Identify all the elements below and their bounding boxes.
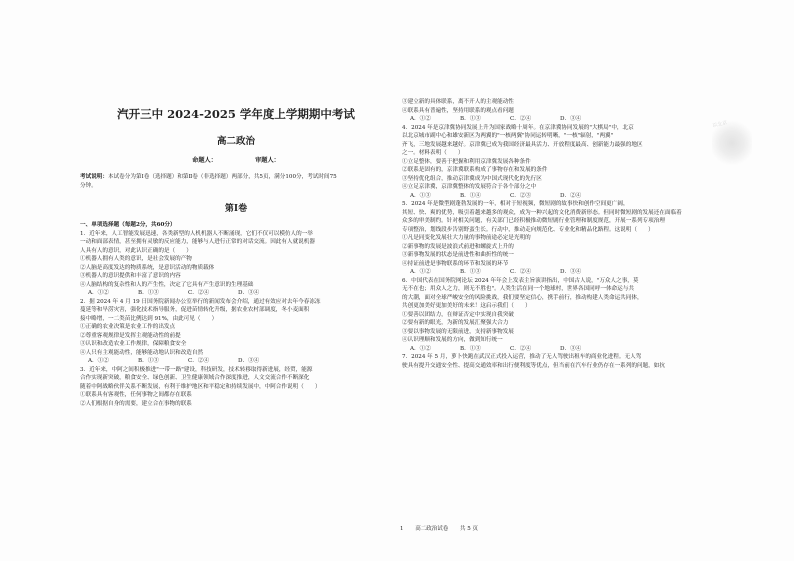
question-5 <box>402 200 727 277</box>
section-title: 第Ⅰ卷 <box>224 204 248 214</box>
q3-statement-1: ①联系具有客观性，任何事物之间都存在联系 <box>80 392 192 398</box>
q5-option-d: D．③④ <box>560 269 582 275</box>
exam-note-line1: 本试卷分为第Ⅰ卷（选择题）和第Ⅱ卷（非选择题）两部分，共5页，满分100分，考试时间75 <box>107 174 337 180</box>
q6-stem-2: 无不在也；用众人之力，则无不胜也"。人类生活在同一个地球村，世界各国同呼一体命运与共 <box>402 286 634 292</box>
question-4 <box>402 124 727 201</box>
q2-statement-4: ④人只有主观能动性，能够能动地认识和改造自然 <box>80 349 204 356</box>
question-7 <box>402 353 727 370</box>
creator-label: 命题人： <box>192 157 217 164</box>
q2-options <box>80 357 392 366</box>
section-heading: 一、单项选择题（每题2分，共60分） <box>80 222 176 228</box>
q6-stem-1: 6．中国代表在国务院网论坛 2024 年年会上发表主旨演讲指出，中国古人说，"万众人之事，莫 <box>402 277 639 284</box>
q3-stem-1: 3．近年来，中阿之间积极推进"一带一路"建设，科技研发，技术转移取得新进展，经贸，能源 <box>80 366 313 373</box>
exam-note-label: 考试说明： <box>80 174 108 180</box>
q6-option-a: A．①② <box>410 345 431 352</box>
q2-stem-2: 蔓延等和旱涝灾害，强化技术指导服务，促进苗情转化升级，据农业农村部调度，冬小麦面积 <box>80 307 310 313</box>
question-6 <box>402 277 727 354</box>
q6-options <box>402 345 727 354</box>
q2-stem-3: 接中略增，一二类苗比例达到 91%，由此可见（ ） <box>80 315 218 322</box>
author-line <box>80 156 392 165</box>
q7-stem-2: 驶具有提升交通安全性、提高交通效率和出行便利度等优点，但当前在汽车行业仍存在一系列的问题，如抗 <box>402 362 665 369</box>
q6-statement-1: ①要善以团结力，在辩证否定中实现自我突破 <box>402 311 514 318</box>
question-2 <box>80 298 392 366</box>
q2-option-d: D．③④ <box>238 358 260 364</box>
q1-options <box>80 289 392 298</box>
q1-statement-2: ②人脑是高度发达的物质系统，是意识活动的物质载体 <box>80 264 215 271</box>
q4-stem-2: 以北京城市副中心和雄安新区为两翼的"一核两翼"协同运转明晰，"一核"辐射，"两翼" <box>402 133 614 139</box>
stamp-mark <box>712 118 752 168</box>
reviewer-label: 审题人： <box>255 157 280 164</box>
q2-statement-2: ②尊重客观规律是发挥主观能动性的前提 <box>80 332 181 339</box>
q4-option-c: C．②③ <box>510 192 532 199</box>
q4-option-b: B．①④ <box>460 192 481 199</box>
q3-option-d: D．③④ <box>560 116 582 122</box>
q6-stem-4: 共创更加美好更加美好的未来！这启示我们（ ） <box>402 303 531 309</box>
q5-stem-1: 5．2024 年是微型剧蓬勃发展的一年，相对于短视频，微短剧的故事快和创作空间更广阔， <box>402 201 629 207</box>
q4-stem-3: 齐飞，三地发展越来越好。京津冀已成为我国经济最具活力、开放程度最高、创新能力最强的地区 <box>402 141 643 148</box>
questions-right <box>402 98 727 370</box>
q1-stem-3: 人具有人的意识，对此认识正确的是（ ） <box>80 247 192 254</box>
q6-statement-4: ④认识理顺和发展的方向，做到知行统一 <box>402 337 503 343</box>
q5-option-b: B．①③ <box>460 269 481 275</box>
page-footer <box>400 524 488 532</box>
stamp-text: 以北京 <box>711 120 728 130</box>
q2-option-c: C．②④ <box>188 358 210 364</box>
q5-stem-4: 专项整治，划线段步告别野蛮生长。行动中，推动走向规范化、专业化和精品化路程。这说明（ ） <box>402 226 654 233</box>
q1-stem-2: 一动和面部表情，甚至拥有灵敏的反应能力，能够与人进行正常的对话交流。因此有人就说机器 <box>80 239 315 245</box>
q4-stem-1: 4．2024 年是京津冀协同发展上升为国家战略十周年。在京津冀协同发展的"大棋局"中，北京 <box>402 124 634 131</box>
exam-subject: 高二政治 <box>216 136 255 147</box>
q5-statement-4: ④持证前进是事物联系的环节和发展的环节 <box>402 260 509 267</box>
q5-options <box>402 268 727 277</box>
q2-statement-1: ①正确的农业决策是农业工作的出发点 <box>80 324 176 330</box>
q3-option-a: A．①② <box>410 116 431 122</box>
q4-statement-4: ④立足京津冀，京津冀整体的发展符合于各个部分之中 <box>402 184 537 190</box>
exam-note <box>80 173 392 190</box>
q1-option-d: D．③④ <box>238 290 260 296</box>
q4-statement-1: ①立足整体，要善于把握和利用京津冀发展各种条件 <box>402 158 531 165</box>
q3-stem-3: 随着中阿战略伙伴关系不断发展，有利于维护地区和平稳定和持续发展中，中阿合作说明（ ） <box>80 383 321 390</box>
q1-stem-1: 1．近年来，人工智能发展迅速，各类新型的人机机器人不断涌现，它们不仅可以模仿人的一举 <box>80 230 313 237</box>
q5-statement-3: ③新事物发展的状态是前进性和曲折性的统一 <box>402 252 514 258</box>
q2-option-b: B．①③ <box>138 358 159 364</box>
exam-note-line2: 分钟。 <box>80 182 97 189</box>
q5-option-c: C．②④ <box>510 269 532 275</box>
q5-stem-2: 其短、快、爽的优势，吸引着越来越多的观众，成为一种兴起的文化消费新形态。但同时微短剧的发展还在面临着 <box>402 209 682 216</box>
footer-doc-name: 高二政治试卷 <box>415 526 449 532</box>
q1-option-c: C．②④ <box>188 290 210 296</box>
q7-stem-1: 7．2024 年 5 月，萝卜快跑在武汉正式投入运营，推动了无人驾驶出租车的商业化进程。无人驾 <box>402 354 642 360</box>
q6-option-b: B．①③ <box>460 345 481 352</box>
question-1 <box>80 230 392 298</box>
q4-statement-3: ③坚持优化组合，推动京津冀成为中国式现代化的先行区 <box>402 175 542 182</box>
questions-left <box>80 221 392 408</box>
q5-statement-1: ①凡是同变化发展壮大力量的事物前途必定是光明的 <box>402 235 531 241</box>
q1-statement-4: ④人脑结构的复杂性和人的产生性，决定了它具有产生意识的生理基础 <box>80 281 254 288</box>
question-3 <box>80 366 392 409</box>
q3-options <box>402 115 727 124</box>
q3-stem-2: 合作实现新突破，粮食安全、绿色创新、卫生健康领域合作深度推进，人文交流合作不断深化 <box>80 375 310 381</box>
page-number: 1 <box>400 526 404 532</box>
q4-stem-4: 之一。材料表明（ ） <box>402 150 464 156</box>
q6-option-d: D．③④ <box>560 345 582 352</box>
q6-statement-3: ③要以事物发展的无限前进，支持新事物发展 <box>402 328 514 335</box>
q1-option-b: B．①③ <box>138 290 159 296</box>
q6-stem-3: 的大潮，面对全球严峻安全的风险挑战，我们要坚定信心，携手前行，推动构建人类命运共同体， <box>402 294 643 301</box>
q4-option-d: D．②④ <box>560 192 582 199</box>
exam-title: 汽开三中 2024-2025 学年度上学期期中考试 <box>117 107 355 121</box>
q2-stem-1: 2．据 2024 年 4 月 19 日国务院新闻办公室举行的新闻发布会介绍，通过有效应对去年今春冻冻 <box>80 298 321 305</box>
q6-statement-2: ②要有新的眼光，为新的发展汇聚强大合力 <box>402 320 509 326</box>
q5-statement-2: ②新事物的发展是波浪式前进和螺旋式上升的 <box>402 243 514 250</box>
q4-options <box>402 192 727 201</box>
footer-total-pages: 共 5 页 <box>460 526 479 532</box>
q6-option-c: C．②④ <box>510 345 532 352</box>
q5-option-a: A．①② <box>410 269 431 275</box>
q1-option-a: A．①② <box>88 290 109 296</box>
q3-statement-2: ②人们根据自身的需要，建立合在事物的联系 <box>80 400 192 407</box>
q1-statement-3: ③机器人的意识提供和丰富了意识的内容 <box>80 273 181 279</box>
q3-statement-3: ③建立新的具体联系，离不开人的主观能动性 <box>402 99 514 105</box>
q4-statement-2: ②联系是固有的，京津冀联系构成了事物存在和发展的条件 <box>402 167 548 173</box>
q1-statement-1: ①机器人拥有人类的意识，是社会发展的产物 <box>80 256 192 262</box>
q4-option-a: A．①③ <box>410 192 431 199</box>
q5-stem-3: 众多的审美制约。针对相关问题，有关部门已经积极推动微短剧行业管理和制度规范，开展一系列专项治理 <box>402 218 665 224</box>
q3-option-c: C．②④ <box>510 116 532 122</box>
q3-option-b: B．①③ <box>460 116 481 122</box>
q2-option-a: A．①② <box>88 358 109 364</box>
q3-statement-4: ④联系具有普遍性，坚持用联系的观点看问题 <box>402 107 514 114</box>
q2-statement-3: ③认识和改造农业工作规律，保障粮食安全 <box>80 341 187 347</box>
